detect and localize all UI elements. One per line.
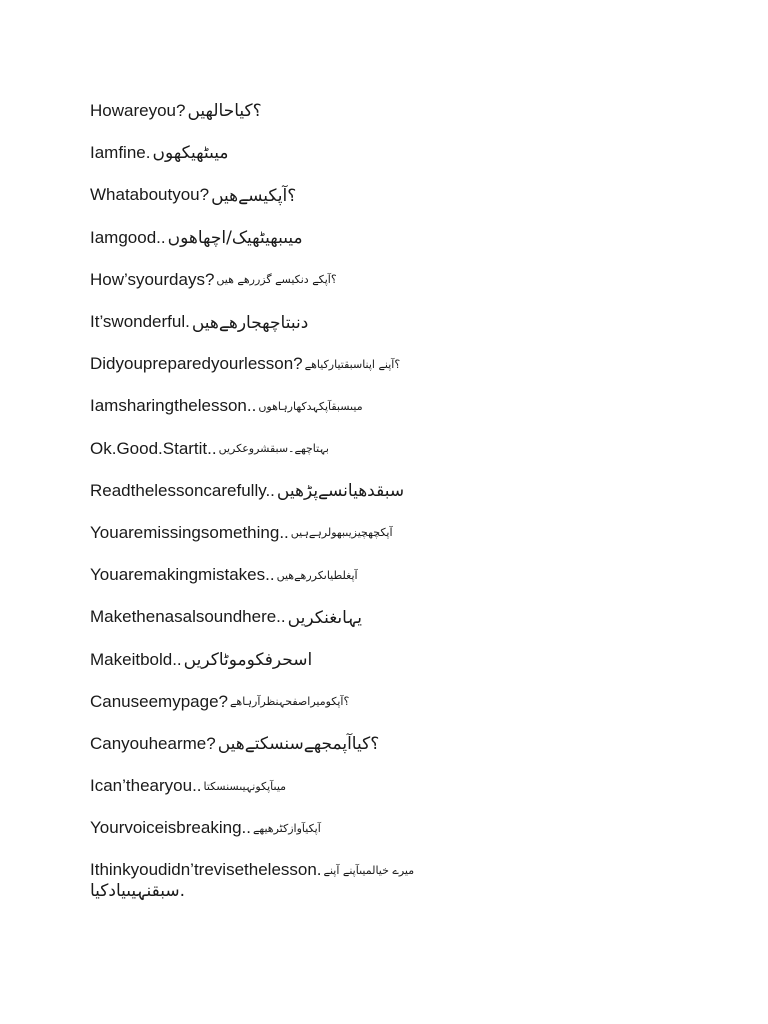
phrase-line-last <box>90 849 690 900</box>
urdu-translation: اسحرفکوموٹاکریں <box>183 649 313 670</box>
urdu-translation: میںسبقآپکہدکھارہاھوں <box>258 399 363 413</box>
english-phrase: Ok.Good.Startit.. <box>90 438 217 458</box>
urdu-translation: ؟آپکومیراصفحہنظرآرہاھے <box>229 695 350 709</box>
urdu-translation: آپغلطیاںکررھےھیں <box>276 568 358 582</box>
english-phrase: Yourvoiceisbreaking.. <box>90 818 251 838</box>
phrase-line <box>90 301 690 343</box>
phrase-list <box>90 90 690 849</box>
phrase-line <box>90 343 690 385</box>
phrase-line <box>90 217 690 259</box>
phrase-line <box>90 512 690 554</box>
urdu-translation: بہتاچھے۔سبقشروعکریں <box>218 442 329 456</box>
english-phrase: Youaremakingmistakes.. <box>90 565 275 585</box>
english-phrase: Iamsharingthelesson.. <box>90 396 257 416</box>
phrase-line <box>90 90 690 132</box>
phrase-line <box>90 132 690 174</box>
english-phrase: Ithinkyoudidn’trevisethelesson. <box>90 860 322 880</box>
urdu-translation: میںٹھیکھوں <box>152 143 229 164</box>
phrase-line <box>90 385 690 427</box>
urdu-translation: سبقدھیانسےپڑھیں <box>276 481 405 502</box>
phrase-line <box>90 470 690 512</box>
urdu-translation: ؟آپکیسےھیں <box>211 185 297 206</box>
urdu-translation-continued <box>90 880 690 901</box>
urdu-translation: دنبتاچھجارھےھیں <box>191 312 309 333</box>
english-phrase: Howareyou? <box>90 101 186 121</box>
phrase-line <box>90 174 690 216</box>
english-phrase: Readthelessoncarefully.. <box>90 480 275 500</box>
urdu-translation: ؟کیاحالھیں <box>187 101 262 122</box>
urdu-translation: آپکیآوازکٹرھیھے <box>252 821 321 835</box>
urdu-translation: میرے خیالمیںآپنے آپنے <box>323 863 415 877</box>
phrase-line <box>90 428 690 470</box>
english-phrase: Makeitbold.. <box>90 649 182 669</box>
english-phrase: Iamfine. <box>90 143 151 163</box>
english-phrase: Iamgood.. <box>90 227 166 247</box>
phrase-line <box>90 807 690 849</box>
urdu-translation: یہاںغنکریں <box>287 607 363 628</box>
document-page <box>90 90 690 901</box>
phrase-line <box>90 765 690 807</box>
english-phrase: It’swonderful. <box>90 312 190 332</box>
phrase-line <box>90 723 690 765</box>
urdu-translation: آپکچھچیزیںبھولرہےہیں <box>290 526 393 540</box>
english-phrase: Didyoupreparedyourlesson? <box>90 354 303 374</box>
english-phrase: How’syourdays? <box>90 269 215 289</box>
english-phrase: Makethenasalsoundhere.. <box>90 607 286 627</box>
english-phrase: Whataboutyou? <box>90 185 210 205</box>
urdu-translation: ؟کیاآپمجھےسنسکتےھیں <box>217 734 380 755</box>
urdu-translation: میںآپکونہیںسنسکتا <box>203 779 287 793</box>
english-phrase: Canuseemypage? <box>90 691 228 711</box>
urdu-translation-continued-text: .سبقنہیںیادکیا <box>90 880 186 901</box>
english-phrase: Canyouhearme? <box>90 733 216 753</box>
urdu-translation: ؟آپنے اپناسبقتیارکیاھے <box>304 357 401 371</box>
phrase-line <box>90 259 690 301</box>
phrase-line <box>90 681 690 723</box>
phrase-line <box>90 554 690 596</box>
english-phrase: Ican’thearyou.. <box>90 776 202 796</box>
urdu-translation: ؟آپکے دنکیسے گزررھے ھیں <box>216 273 337 287</box>
phrase-line <box>90 596 690 638</box>
english-phrase: Youaremissingsomething.. <box>90 522 289 542</box>
urdu-translation: میںبھیٹھیک/اچھاھوں <box>167 227 303 248</box>
phrase-line <box>90 638 690 680</box>
